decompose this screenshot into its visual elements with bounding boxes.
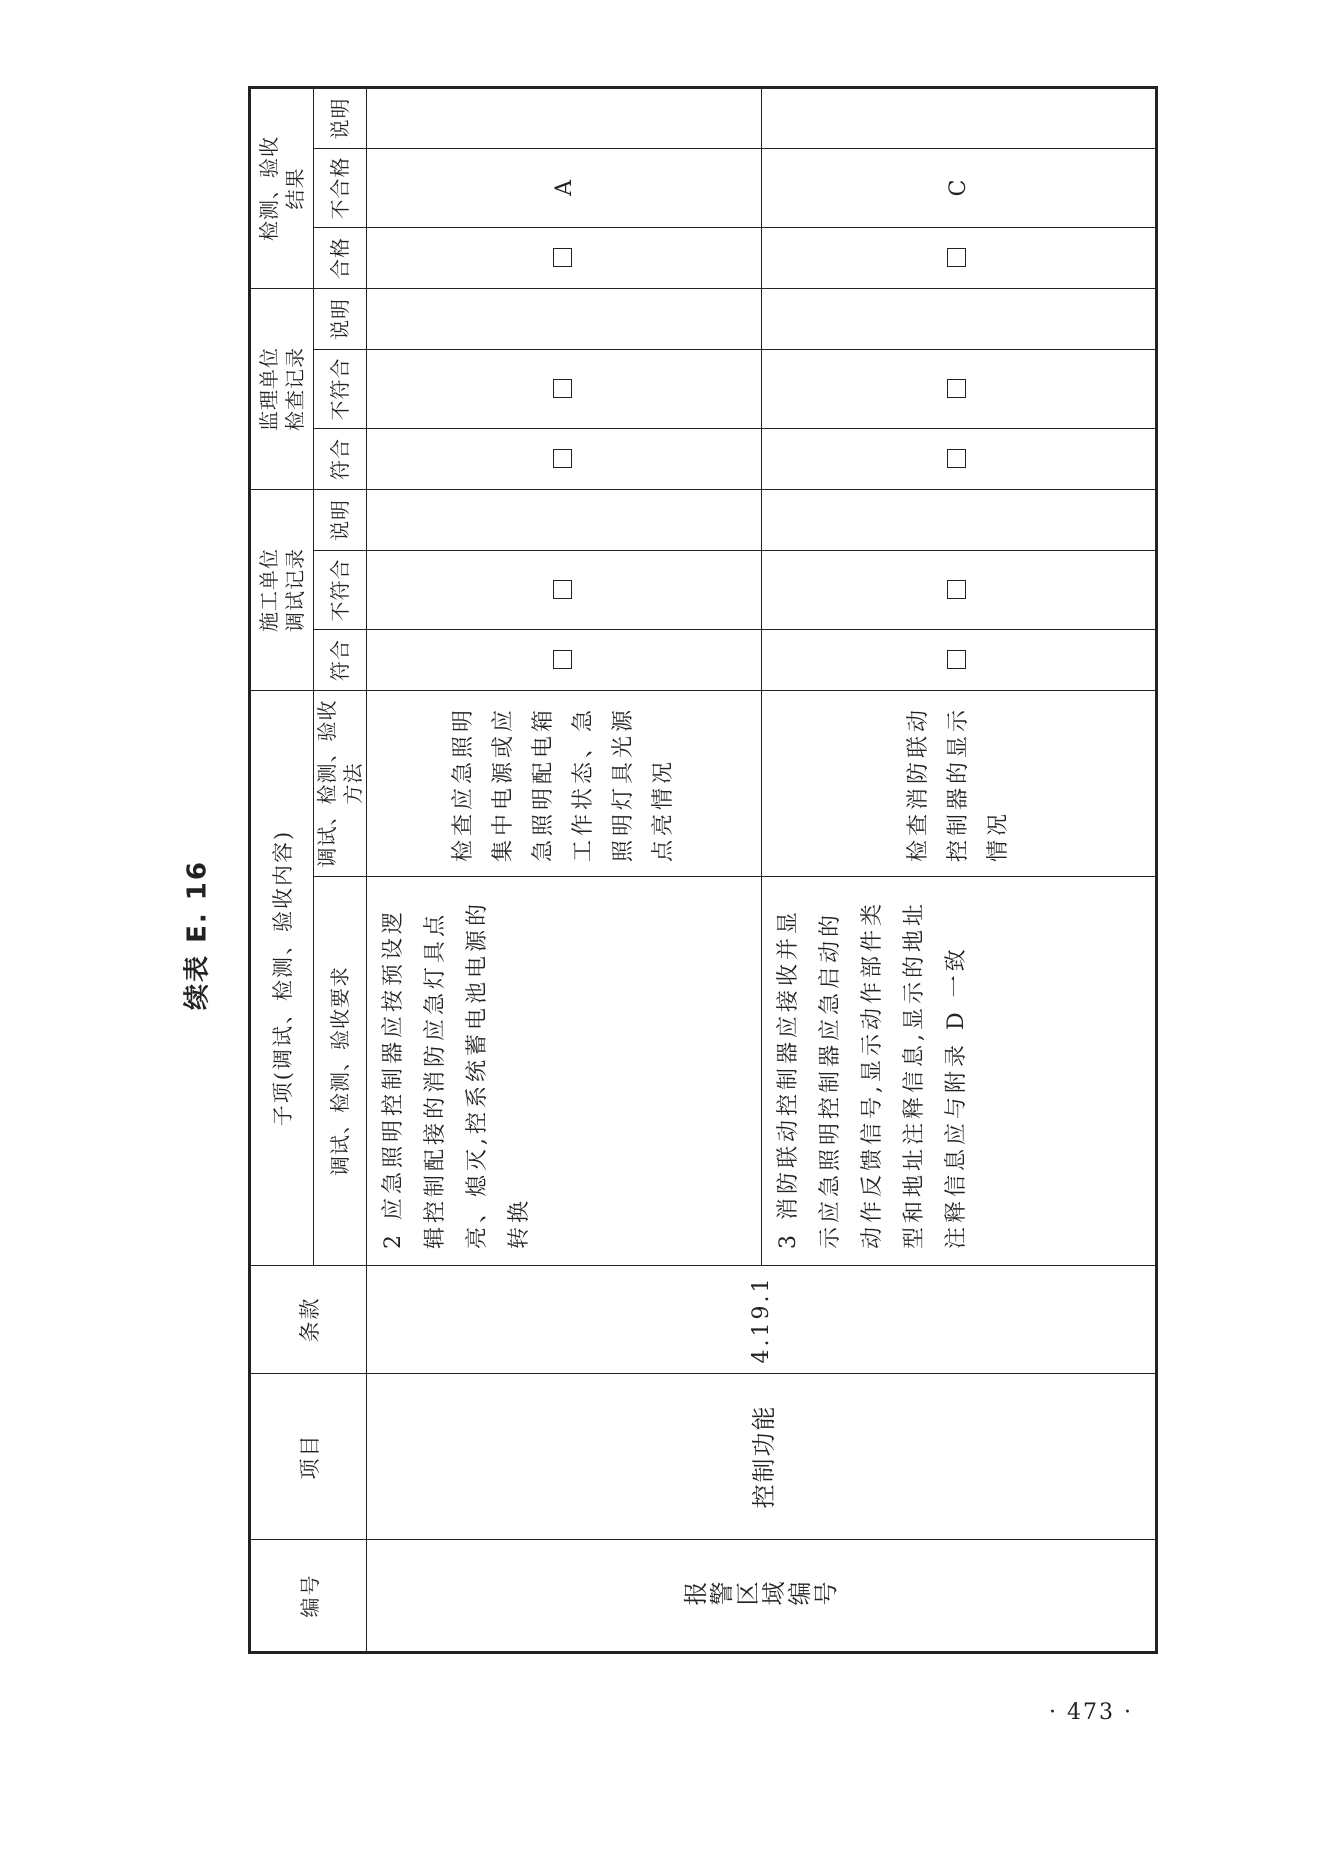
header-construction-nonconform: 不符合 xyxy=(314,550,367,629)
result-grade: C xyxy=(762,148,1157,227)
result-grade: A xyxy=(367,148,762,227)
construction-note-cell[interactable] xyxy=(762,489,1157,550)
header-supervision-nonconform: 不符合 xyxy=(314,349,367,428)
result-qualified-checkbox[interactable] xyxy=(762,227,1157,288)
method-cell: 检查消防联动控制器的显示情况 xyxy=(762,690,1157,876)
header-construction: 施工单位 调试记录 xyxy=(250,489,314,690)
result-qualified-checkbox[interactable] xyxy=(367,227,762,288)
header-requirement: 调试、检测、验收要求 xyxy=(314,877,367,1266)
header-subitem-group: 子项(调试、检测、验收内容) xyxy=(250,690,314,1265)
supervision-note-cell[interactable] xyxy=(762,288,1157,349)
header-supervision-note: 说明 xyxy=(314,288,367,349)
header-construction-conform: 符合 xyxy=(314,629,367,690)
header-supervision-conform: 符合 xyxy=(314,428,367,489)
table-row xyxy=(367,87,762,1652)
header-result: 检测、验收 结果 xyxy=(250,87,314,288)
result-note-cell[interactable] xyxy=(762,87,1157,148)
header-construction-note: 说明 xyxy=(314,489,367,550)
item-cell: 控制功能 xyxy=(367,1374,1157,1540)
supervision-nonconform-checkbox[interactable] xyxy=(762,349,1157,428)
requirement-cell: 3 消防联动控制器应接收并显示应急照明控制器应急启动的动作反馈信号,显示动作部件类型和地址注释信息,显示的地址注释信息应与附录 D 一致 xyxy=(762,877,1157,1266)
header-item: 项目 xyxy=(250,1374,367,1540)
construction-nonconform-checkbox[interactable] xyxy=(762,550,1157,629)
inspection-table xyxy=(248,86,1158,1654)
header-result-qualified: 合格 xyxy=(314,227,367,288)
header-supervision: 监理单位 检查记录 xyxy=(250,288,314,489)
header-result-note: 说明 xyxy=(314,87,367,148)
supervision-conform-checkbox[interactable] xyxy=(367,428,762,489)
requirement-cell: 2 应急照明控制器应按预设逻辑控制配接的消防应急灯具点亮、熄灭,控系统蓄电池电源的转换 xyxy=(367,877,762,1266)
header-result-unqualified: 不合格 xyxy=(314,148,367,227)
header-clause: 条款 xyxy=(250,1266,367,1374)
number-cell xyxy=(367,1540,1157,1653)
construction-note-cell[interactable] xyxy=(367,489,762,550)
method-cell: 检查应急照明集中电源或应急照明配电箱工作状态、急照明灯具光源点亮情况 xyxy=(367,690,762,876)
construction-conform-checkbox[interactable] xyxy=(762,629,1157,690)
inspection-table-frame xyxy=(248,97,1154,1654)
header-number: 编号 xyxy=(250,1540,367,1653)
result-note-cell[interactable] xyxy=(367,87,762,148)
supervision-nonconform-checkbox[interactable] xyxy=(367,349,762,428)
number-value: 报警区域编号 xyxy=(683,1582,839,1610)
construction-conform-checkbox[interactable] xyxy=(367,629,762,690)
supervision-note-cell[interactable] xyxy=(367,288,762,349)
page-title: 续表 E. 16 xyxy=(182,860,213,1010)
page-number: · 473 · xyxy=(1049,1700,1133,1725)
clause-cell: 4.19.1 xyxy=(367,1266,1157,1374)
supervision-conform-checkbox[interactable] xyxy=(762,428,1157,489)
header-method: 调试、检测、验收方法 xyxy=(314,690,367,876)
construction-nonconform-checkbox[interactable] xyxy=(367,550,762,629)
